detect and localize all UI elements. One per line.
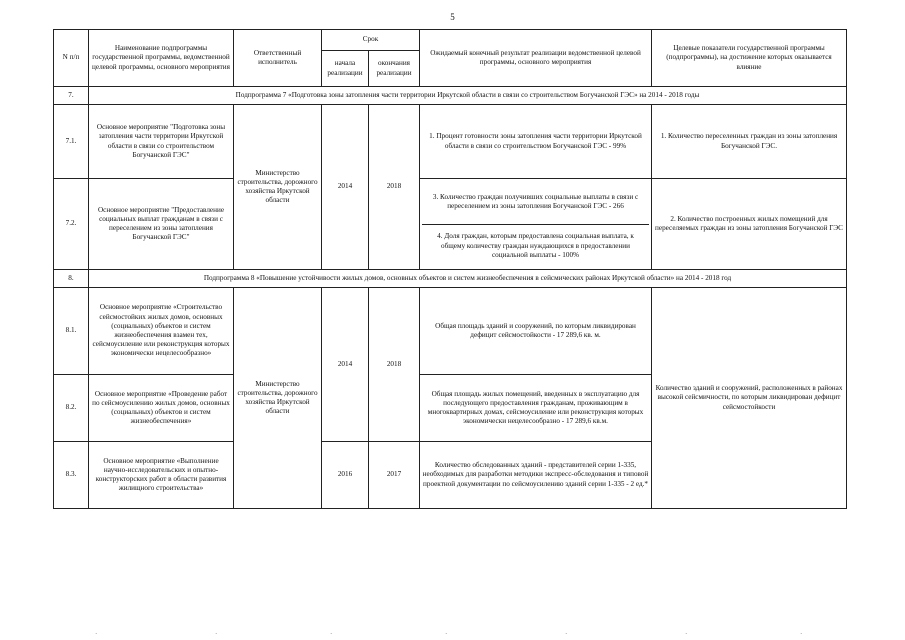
section-title: Подпрограмма 7 «Подготовка зоны затопления части территории Иркутской области в связи со строительством Богучанской ГЭС» на 2014 - 2018 годы bbox=[89, 87, 847, 105]
header-end: окончания реализации bbox=[369, 51, 420, 87]
row-name: Основное мероприятие «Строительство сейсмостойких жилых домов, основных (социальных) объектов и систем жизнеобеспечения взамен тех, сейсмоусиление или реконструкция которых экономически нецелесообразно» bbox=[89, 288, 234, 375]
row-executor: Министерство строительства, дорожного хозяйства Иркутской области bbox=[234, 288, 322, 509]
row-start: 2014 bbox=[322, 105, 369, 270]
row-num: 7.1. bbox=[54, 105, 89, 179]
row-result: Количество обследованных зданий - представителей серии 1-335, необходимых для разработки методики экспресс-обследования и типовой проектной документации по сейсмоусилению зданий серии 1-335 - 2 ед.* bbox=[420, 442, 652, 509]
program-table bbox=[53, 29, 847, 509]
header-executor: Ответственный исполнитель bbox=[234, 30, 322, 87]
row-end: 2018 bbox=[369, 288, 420, 442]
row-name: Основное мероприятие "Подготовка зоны затопления части территории Иркутской области в связи со строительством Богучанской ГЭС" bbox=[89, 105, 234, 179]
result-part-a: 3. Количество граждан получивших социальные выплаты в связи с переселением из зоны затопления Богучанской ГЭС - 266 bbox=[432, 192, 639, 210]
header-indicators: Целевые показатели государственной программы (подпрограммы), на достижение которых оказывается влияние bbox=[652, 30, 847, 87]
row-start: 2016 bbox=[322, 442, 369, 509]
row-result: Общая площадь зданий и сооружений, по которым ликвидирован дефицит сейсмостойкости - 17 289,6 кв. м. bbox=[420, 288, 652, 375]
section-num: 8. bbox=[54, 270, 89, 288]
row-name: Основное мероприятие «Проведение работ по сейсмоусилению жилых домов, основных (социальных) объектов и систем жизнеобеспечения» bbox=[89, 375, 234, 442]
header-term: Срок bbox=[322, 30, 420, 51]
row-num: 7.2. bbox=[54, 179, 89, 270]
scan-specks: · · · · · · · bbox=[95, 630, 803, 638]
header-result: Ожидаемый конечный результат реализации ведомственной целевой программы, основного мероприятия bbox=[420, 30, 652, 87]
header-start: начала реализации bbox=[322, 51, 369, 87]
row-indicator: 1. Количество переселенных граждан из зоны затопления Богучанской ГЭС. bbox=[652, 105, 847, 179]
header-num: N п/п bbox=[54, 30, 89, 87]
row-name: Основное мероприятие «Выполнение научно-исследовательских и опытно-конструкторских работ в области развития жилищного строительства» bbox=[89, 442, 234, 509]
row-start: 2014 bbox=[322, 288, 369, 442]
row-end: 2017 bbox=[369, 442, 420, 509]
page-number: 5 bbox=[450, 12, 455, 22]
row-indicator: 2. Количество построенных жилых помещений для переселяемых граждан из зоны затопления Богучанской ГЭС bbox=[652, 179, 847, 270]
row-result: 1. Процент готовности зоны затопления части территории Иркутской области в связи со строительством Богучанской ГЭС - 99% bbox=[420, 105, 652, 179]
header-name: Наименование подпрограммы государственной программы, ведомственной целевой программы, основного мероприятия bbox=[89, 30, 234, 87]
section-num: 7. bbox=[54, 87, 89, 105]
row-num: 8.3. bbox=[54, 442, 89, 509]
row-num: 8.1. bbox=[54, 288, 89, 375]
row-end: 2018 bbox=[369, 105, 420, 270]
section-title: Подпрограмма 8 «Повышение устойчивости жилых домов, основных объектов и систем жизнеобеспечения в сейсмических районах Иркутской области» на 2014 - 2018 год bbox=[89, 270, 847, 288]
row-num: 8.2. bbox=[54, 375, 89, 442]
row-result: Общая площадь жилых помещений, введенных в эксплуатацию для последующего предоставления гражданам, проживающим в многоквартирных домах, сейсмоусиление или реконструкция которых экономически нецелесообразно - 17 289,6 кв.м. bbox=[420, 375, 652, 442]
result-part-b: 4. Доля граждан, которым предоставлена социальная выплата, к общему количеству граждан нуждающихся в предоставлении социальной выплаты - 100% bbox=[422, 224, 649, 269]
row-result bbox=[420, 179, 652, 270]
row-executor: Министерство строительства, дорожного хозяйства Иркутской области bbox=[234, 105, 322, 270]
row-name: Основное мероприятие "Предоставление социальных выплат гражданам в связи с переселением из зоны затопления Богучанской ГЭС" bbox=[89, 179, 234, 270]
row-indicator: Количество зданий и сооружений, расположенных в районах высокой сейсмичности, по которым ликвидирован дефицит сейсмостойкости bbox=[652, 288, 847, 509]
